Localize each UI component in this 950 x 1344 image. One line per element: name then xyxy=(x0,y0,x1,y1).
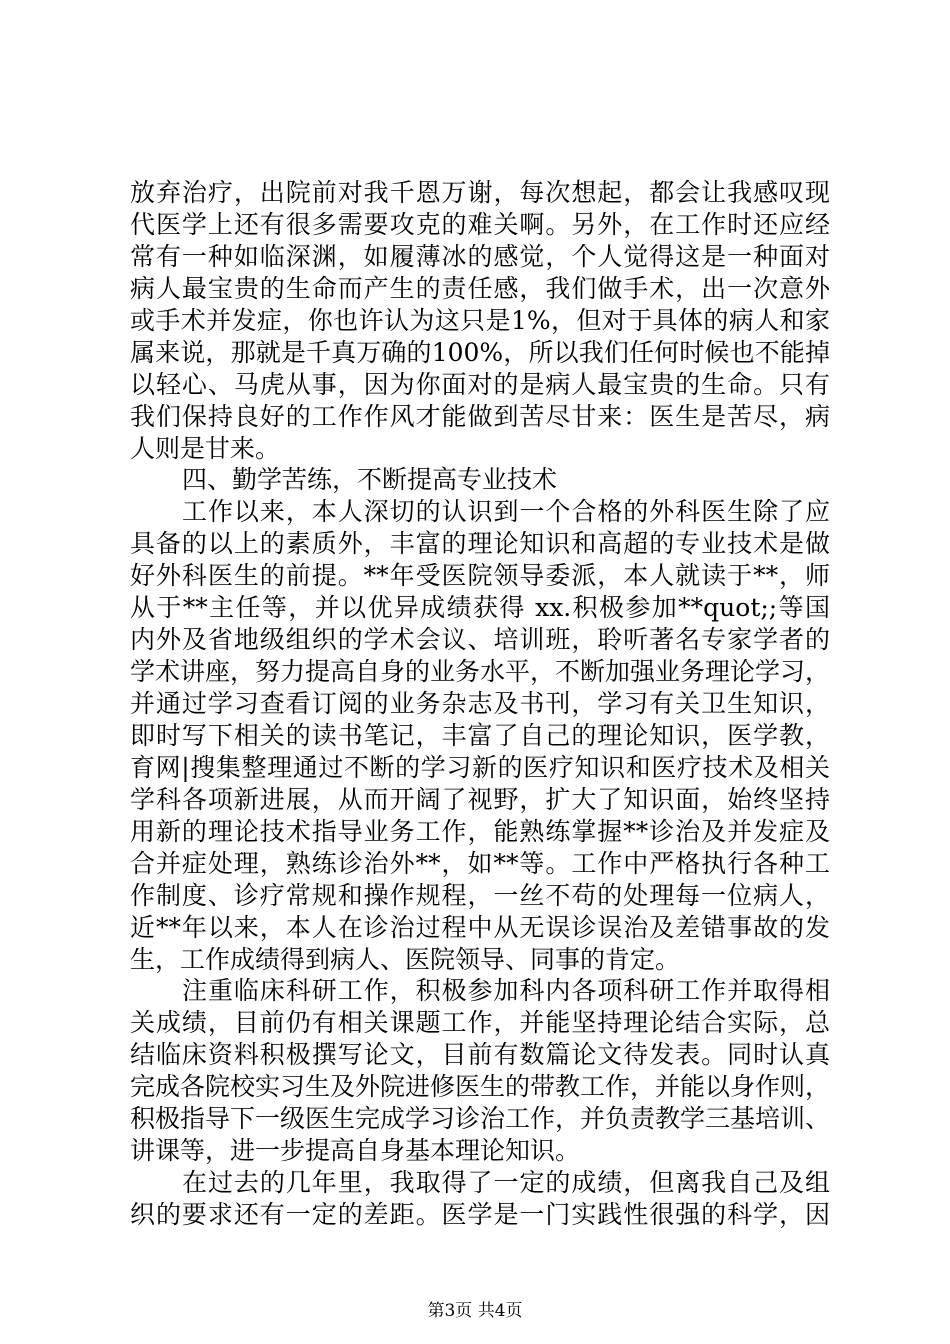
text-line: 织的要求还有一定的差距。医学是一门实践性很强的科学，因 xyxy=(130,1200,830,1229)
text-line: 注重临床科研工作，积极参加科内各项科研工作并取得相 xyxy=(182,976,830,1005)
text-line: 近**年以来，本人在诊治过程中从无误诊误治及差错事故的发 xyxy=(130,913,830,942)
text-line: 作制度、诊疗常规和操作规程，一丝不苟的处理每一位病人， xyxy=(130,881,830,910)
text-line: 属来说，那就是千真万确的100%，所以我们任何时候也不能掉 xyxy=(130,338,830,367)
text-line: 常有一种如临深渊，如履薄冰的感觉，个人觉得这是一种面对 xyxy=(130,242,830,271)
text-line: 具备的以上的素质外，丰富的理论知识和高超的专业技术是做 xyxy=(130,529,830,558)
text-line: 学术讲座，努力提高自身的业务水平，不断加强业务理论学习， xyxy=(130,657,831,686)
text-line: 在过去的几年里，我取得了一定的成绩，但离我自己及组 xyxy=(182,1168,830,1197)
text-line: 讲课等，进一步提高自身基本理论知识。 xyxy=(130,1136,581,1165)
text-line: 积极指导下一级医生完成学习诊治工作，并负责教学三基培训、 xyxy=(130,1104,831,1133)
text-line: 即时写下相关的读书笔记，丰富了自己的理论知识，医学教， xyxy=(130,721,830,750)
page-number-footer: 第3页 共4页 xyxy=(427,1301,523,1321)
text-line: 结临床资料积极撰写论文，目前有数篇论文待发表。同时认真 xyxy=(130,1040,830,1069)
text-line: 放弃治疗，出院前对我千恩万谢，每次想起，都会让我感叹现 xyxy=(130,178,830,207)
text-line: 生，工作成绩得到病人、医院领导、同事的肯定。 xyxy=(130,945,681,974)
text-line: 工作以来，本人深切的认识到一个合格的外科医生除了应 xyxy=(182,497,830,526)
text-line: 好外科医生的前提。**年受医院领导委派，本人就读于**，师 xyxy=(130,561,830,590)
text-line: 合并症处理，熟练诊治外**，如**等。工作中严格执行各种工 xyxy=(130,849,830,878)
text-line: 我们保持良好的工作作风才能做到苦尽甘来：医生是苦尽，病 xyxy=(130,402,830,431)
text-line: 病人最宝贵的生命而产生的责任感，我们做手术，出一次意外 xyxy=(130,274,830,303)
section-heading: 四、勤学苦练，不断提高专业技术 xyxy=(182,465,558,494)
text-line: 以轻心、马虎从事，因为你面对的是病人最宝贵的生命。只有 xyxy=(130,370,830,399)
text-line: 或手术并发症，你也许认为这只是1%，但对于具体的病人和家 xyxy=(130,306,830,335)
text-line: 完成各院校实习生及外院进修医生的带教工作，并能以身作则， xyxy=(130,1072,831,1101)
text-line: 人则是甘来。 xyxy=(130,434,281,463)
text-line: 关成绩，目前仍有相关课题工作，并能坚持理论结合实际，总 xyxy=(130,1008,830,1037)
text-line: 用新的理论技术指导业务工作，能熟练掌握**诊治及并发症及 xyxy=(130,817,830,846)
text-line: 内外及省地级组织的学术会议、培训班，聆听著名专家学者的 xyxy=(130,625,830,654)
text-line: 育网|搜集整理通过不断的学习新的医疗知识和医疗技术及相关 xyxy=(130,753,830,782)
text-line: 代医学上还有很多需要攻克的难关啊。另外，在工作时还应经 xyxy=(130,210,830,239)
text-line: 并通过学习查看订阅的业务杂志及书刊，学习有关卫生知识， xyxy=(130,689,830,718)
text-line: 从于**主任等，并以优异成绩获得 xx.积极参加**quot;;等国 xyxy=(130,593,830,622)
text-line: 学科各项新进展，从而开阔了视野，扩大了知识面，始终坚持 xyxy=(130,785,830,814)
